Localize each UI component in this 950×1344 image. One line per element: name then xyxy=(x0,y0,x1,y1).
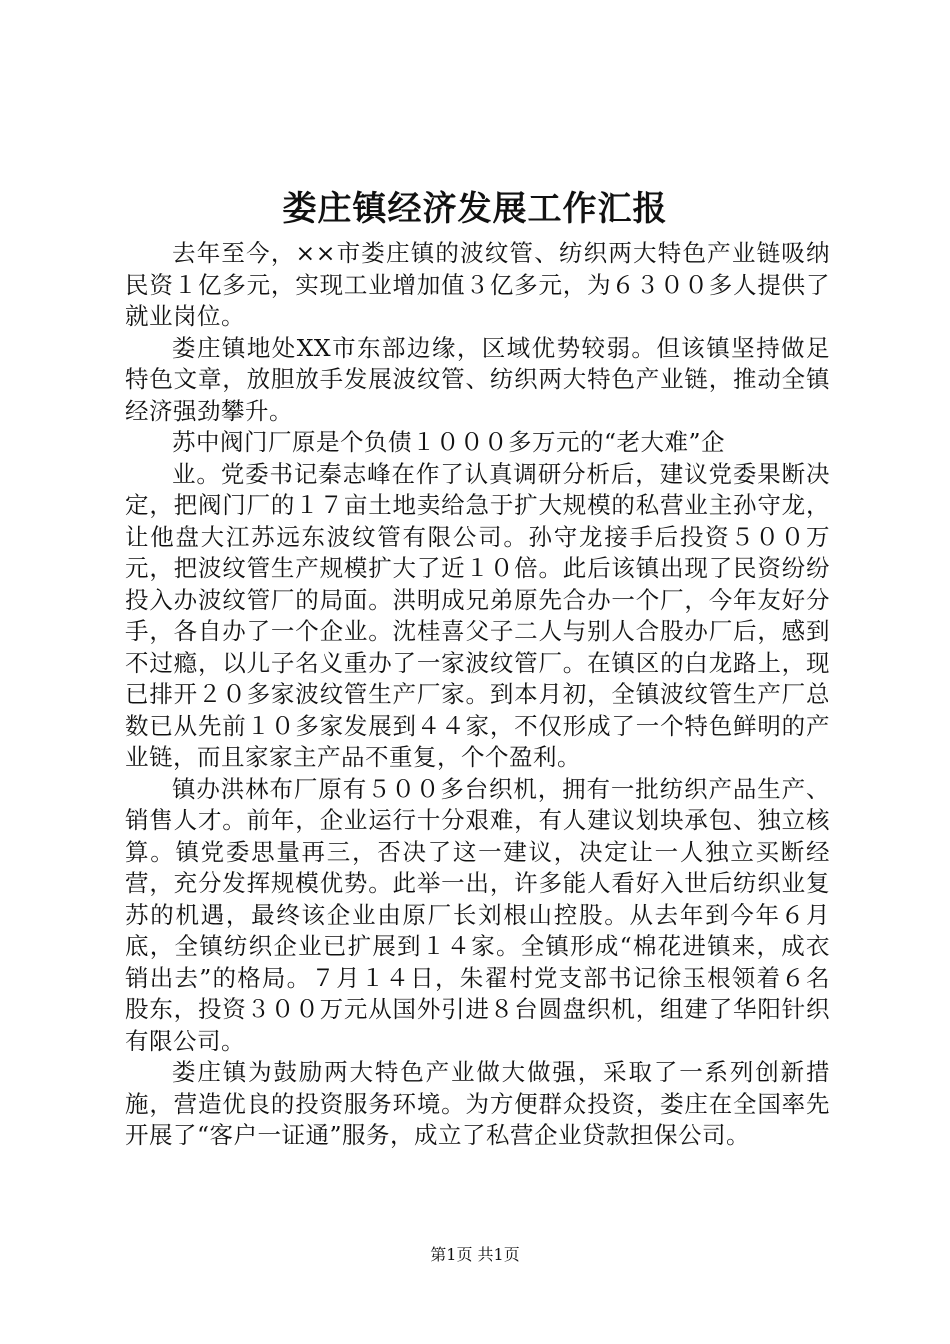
paragraph: 镇办洪林布厂原有５００多台织机，拥有一批纺织产品生产、销售人才。前年，企业运行十分艰难，有人建议划块承包、独立核算。镇党委思量再三，否决了这一建议，决定让一人独立买断经营，充分发挥规模优势。此举一出，许多能人看好入世后纺织业复苏的机遇，最终该企业由原厂长刘根山控股。从去年到今年６月底，全镇纺织企业已扩展到１４家。全镇形成“棉花进镇来，成衣销出去”的格局。７月１４日，朱翟村党支部书记徐玉根领着６名股东，投资３００万元从国外引进８台圆盘织机，组建了华阳针织有限公司。 xyxy=(125,774,830,1055)
paragraph: 娄庄镇地处XX市东部边缘，区域优势较弱。但该镇坚持做足特色文章，放胆放手发展波纹管、纺织两大特色产业链，推动全镇经济强劲攀升。 xyxy=(125,333,830,425)
paragraph: 去年至今，××市娄庄镇的波纹管、纺织两大特色产业链吸纳民资１亿多元，实现工业增加值３亿多元，为６３００多人提供了就业岗位。 xyxy=(125,239,830,330)
document-body xyxy=(125,238,830,1152)
document-title: 娄庄镇经济发展工作汇报 xyxy=(282,189,668,229)
page-footer: 第1页 共1页 xyxy=(430,1245,520,1264)
paragraph: 业。党委书记秦志峰在作了认真调研分析后，建议党委果断决定，把阀门厂的１７亩土地卖给急于扩大规模的私营业主孙守龙，让他盘大江苏远东波纹管有限公司。孙守龙接手后投资５００万元，把波纹管生产规模扩大了近１０倍。此后该镇出现了民资纷纷投入办波纹管厂的局面。洪明成兄弟原先合办一个厂，今年友好分手，各自办了一个企业。沈桂喜父子二人与别人合股办厂后，感到不过瘾，以儿子名义重办了一家波纹管厂。在镇区的白龙路上，现已排开２０多家波纹管生产厂家。到本月初，全镇波纹管生产厂总数已从先前１０多家发展到４４家，不仅形成了一个特色鲜明的产业链，而且家家主产品不重复，个个盈利。 xyxy=(125,459,830,771)
paragraph: 娄庄镇为鼓励两大特色产业做大做强，采取了一系列创新措施，营造优良的投资服务环境。为方便群众投资，娄庄在全国率先开展了“客户一证通”服务，成立了私营企业贷款担保公司。 xyxy=(125,1058,830,1149)
paragraph: 苏中阀门厂原是个负债１０００多万元的“老大难”企 xyxy=(172,428,726,456)
